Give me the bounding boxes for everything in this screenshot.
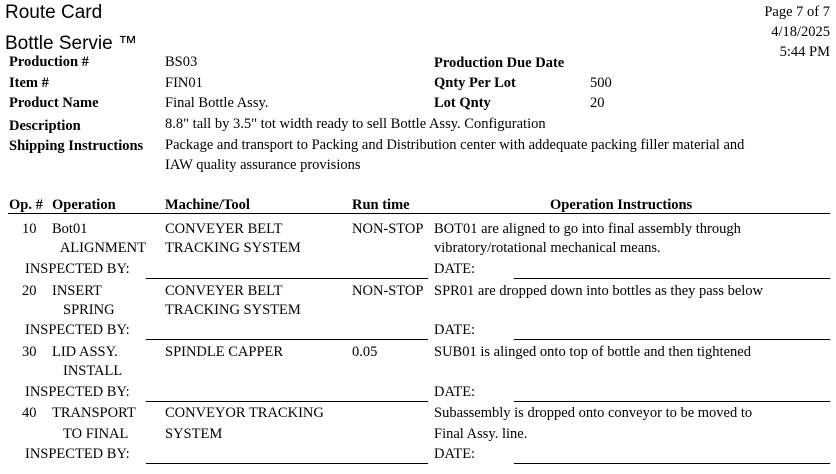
- machine-tool-1: CONVEYOR TRACKING: [165, 405, 324, 421]
- col-run-time: Run time: [352, 197, 410, 213]
- instruction-line-1: BOT01 are aligned to go into final assembly through: [434, 221, 741, 237]
- col-operation-instructions: Operation Instructions: [550, 197, 693, 213]
- production-value: BS03: [165, 54, 198, 70]
- company-name: Bottle Servie ™: [5, 33, 137, 54]
- print-time: 5:44 PM: [779, 44, 830, 60]
- print-date: 4/18/2025: [771, 24, 830, 40]
- inspected-by-label: INSPECTED BY:: [25, 322, 130, 338]
- date-label: DATE:: [434, 322, 476, 338]
- op-number: 30: [22, 344, 37, 360]
- date-label: DATE:: [434, 261, 476, 277]
- date-label: DATE:: [434, 384, 476, 400]
- description-value: 8.8" tall by 3.5" tot width ready to sell Bottle Assy. Configuration: [165, 116, 546, 132]
- operation-name-2: SPRING: [63, 302, 115, 318]
- op-number: 40: [22, 405, 37, 421]
- operation-name-1: TRANSPORT: [52, 405, 136, 421]
- description-label: Description: [9, 118, 81, 134]
- inspected-by-line: [146, 339, 428, 340]
- item-label: Item #: [9, 75, 49, 91]
- inspected-by-line: [146, 401, 428, 402]
- lot-qty-label: Lot Qnty: [434, 95, 491, 111]
- run-time: NON-STOP: [352, 221, 424, 237]
- op-number: 20: [22, 283, 37, 299]
- machine-tool-1: CONVEYER BELT: [165, 221, 283, 237]
- instruction-line-1: SUB01 is alinged onto top of bottle and then tightened: [434, 344, 751, 360]
- op-number: 10: [22, 221, 37, 237]
- operation-name-2: INSTALL: [63, 363, 123, 379]
- instruction-line-1: Subassembly is dropped onto conveyor to be moved to: [434, 405, 753, 421]
- machine-tool-2: TRACKING SYSTEM: [165, 240, 301, 256]
- shipping-line-2: IAW quality assurance provisions: [165, 157, 361, 173]
- col-operation: Operation: [52, 197, 116, 213]
- page-number: Page 7 of 7: [764, 4, 830, 20]
- instruction-line-2: Final Assy. line.: [434, 426, 528, 442]
- instruction-line-1: SPR01 are dropped down into bottles as they pass below: [434, 283, 764, 299]
- date-label: DATE:: [434, 446, 476, 462]
- header-rule: [8, 213, 830, 214]
- instruction-line-2: vibratory/rotational mechanical means.: [434, 240, 661, 256]
- run-time: 0.05: [352, 344, 378, 360]
- machine-tool-2: SYSTEM: [165, 426, 223, 442]
- operation-name-2: TO FINAL: [63, 426, 129, 442]
- inspected-by-label: INSPECTED BY:: [25, 261, 130, 277]
- date-line: [514, 401, 830, 402]
- qty-per-lot-label: Qnty Per Lot: [434, 75, 516, 91]
- production-label: Production #: [9, 54, 89, 70]
- item-value: FIN01: [165, 75, 203, 91]
- col-op-number: Op. #: [9, 197, 43, 213]
- date-line: [514, 278, 830, 279]
- due-date-label: Production Due Date: [434, 55, 565, 71]
- machine-tool-2: TRACKING SYSTEM: [165, 302, 301, 318]
- operation-name-2: ALIGNMENT: [59, 240, 146, 256]
- date-line: [514, 463, 830, 464]
- product-name-value: Final Bottle Assy.: [165, 95, 269, 111]
- lot-qty-value: 20: [590, 95, 605, 111]
- product-name-label: Product Name: [9, 95, 99, 111]
- machine-tool-1: SPINDLE CAPPER: [165, 344, 284, 360]
- operation-name-1: LID ASSY.: [52, 344, 118, 360]
- run-time: NON-STOP: [352, 283, 424, 299]
- report-title: Route Card: [5, 2, 103, 23]
- inspected-by-label: INSPECTED BY:: [25, 384, 130, 400]
- operation-name-1: Bot01: [52, 221, 88, 237]
- shipping-line-1: Package and transport to Packing and Distribution center with addequate packing filler material and: [165, 137, 745, 153]
- inspected-by-line: [146, 278, 428, 279]
- operation-name-1: INSERT: [52, 283, 102, 299]
- qty-per-lot-value: 500: [590, 75, 612, 91]
- shipping-label: Shipping Instructions: [9, 138, 144, 154]
- machine-tool-1: CONVEYER BELT: [165, 283, 283, 299]
- date-line: [514, 339, 830, 340]
- col-machine-tool: Machine/Tool: [165, 197, 250, 213]
- inspected-by-line: [146, 463, 428, 464]
- inspected-by-label: INSPECTED BY:: [25, 446, 130, 462]
